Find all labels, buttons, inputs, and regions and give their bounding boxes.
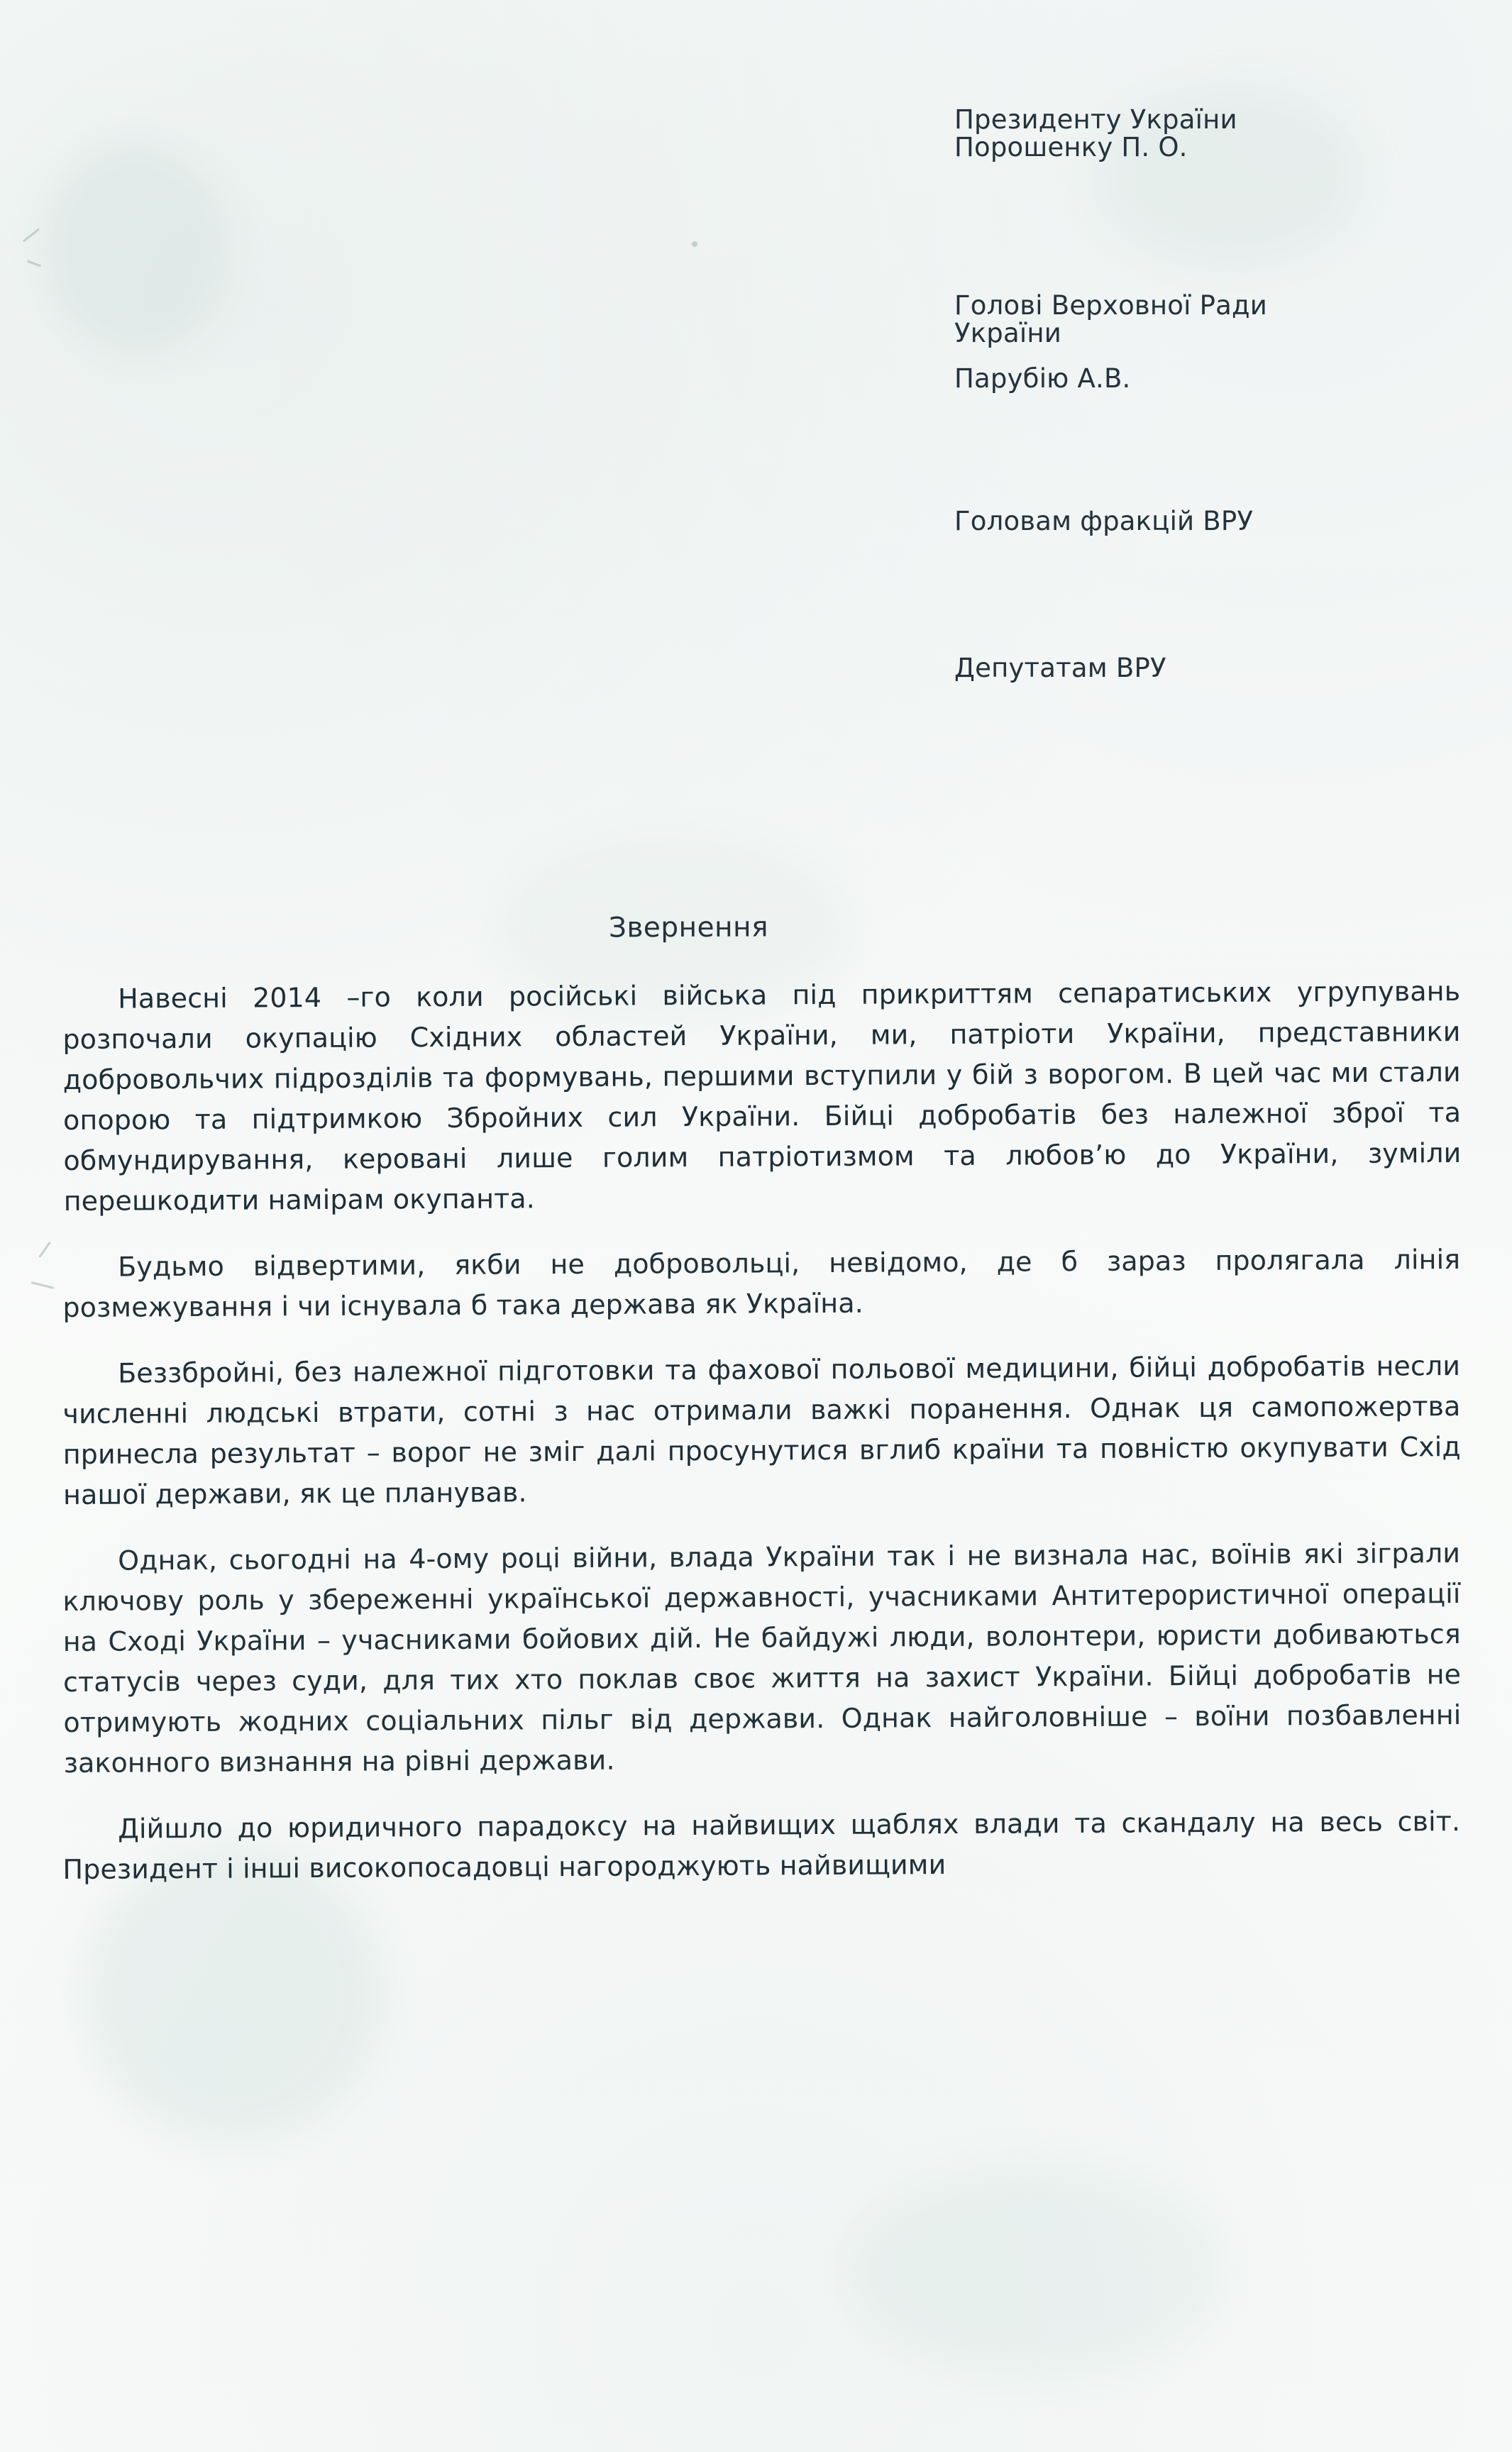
addressee-deputies bbox=[954, 655, 1479, 683]
addressee-president bbox=[954, 106, 1479, 162]
document-body bbox=[62, 975, 1462, 1890]
spacer bbox=[954, 186, 1479, 292]
addressee-line: Президенту України bbox=[954, 104, 1237, 135]
addressee-line: Парубію А.В. bbox=[954, 363, 1131, 394]
addressee-line: Головам фракцій ВРУ bbox=[954, 506, 1254, 537]
scan-speck bbox=[31, 1281, 54, 1289]
paragraph: Навесні 2014 –го коли російські війська під прикриттям сепаратиських угрупувань розпочали окупацію Східних областей України, ми, патріоти України, представники добровольчих підрозділів та формувань, першими вступили у бій з ворогом. В цей час ми стали опорою та підтримкою Збройних сил України. Бійці добробатів без належної зброї та обмундирування, керовані лише голим патріотизмом та любов’ю до України, зуміли перешкодити намірам окупанта. bbox=[62, 975, 1462, 1217]
scan-artifact-blotch bbox=[851, 2164, 1220, 2377]
scan-speck bbox=[38, 1242, 50, 1258]
spacer bbox=[954, 400, 1479, 508]
scan-speck bbox=[27, 260, 41, 267]
scan-artifact-blotch bbox=[43, 142, 227, 355]
paragraph: Будьмо відвертими, якби не добровольці, невідомо, де б зараз пролягала лінія розмежування і чи існувала б така держава як Україна. bbox=[62, 1243, 1461, 1323]
addressee-line: Порошенку П. О. bbox=[954, 131, 1188, 162]
addressee-rada-chair bbox=[954, 289, 1479, 394]
scan-speck bbox=[692, 241, 697, 247]
scan-speck bbox=[23, 228, 40, 243]
page-title: Звернення bbox=[608, 911, 769, 944]
paragraph: Беззбройні, без належної підготовки та фахової польової медицини, бійці добробатів несли численні людські втрати, сотні з нас отримали важкі поранення. Однак ця самопожертва принесла результат – ворог не зміг далі просунутися вглиб країни та повністю окупувати Схід нашої держави, як це планував. bbox=[62, 1349, 1461, 1511]
addressee-block bbox=[954, 106, 1479, 683]
paragraph: Однак, сьогодні на 4-ому році війни, влада України так і не визнала нас, воїнів які зіграли ключову роль у збереженні української державності, учасниками Антитерористичної операції на Сході України – учасниками бойових дій. Не байдужі люди, волонтери, юристи добиваються статусів через суди, для тих хто поклав своє життя на захист України. Бійці добробатів не отримують жодних соціальних пільг від держави. Однак найголовніше – воїни позбавленні законного визнання на рівні держави. bbox=[62, 1537, 1462, 1779]
paragraph: Дійшло до юридичного парадоксу на найвищих щаблях влади та скандалу на весь світ. Президент і інші високопосадовці нагороджують найвищими bbox=[62, 1805, 1461, 1885]
addressee-line: України bbox=[954, 317, 1061, 348]
addressee-faction-heads bbox=[954, 508, 1479, 536]
addressee-line: Голові Верховної Ради bbox=[954, 289, 1267, 321]
spacer bbox=[954, 536, 1479, 655]
addressee-line: Депутатам ВРУ bbox=[954, 653, 1166, 684]
